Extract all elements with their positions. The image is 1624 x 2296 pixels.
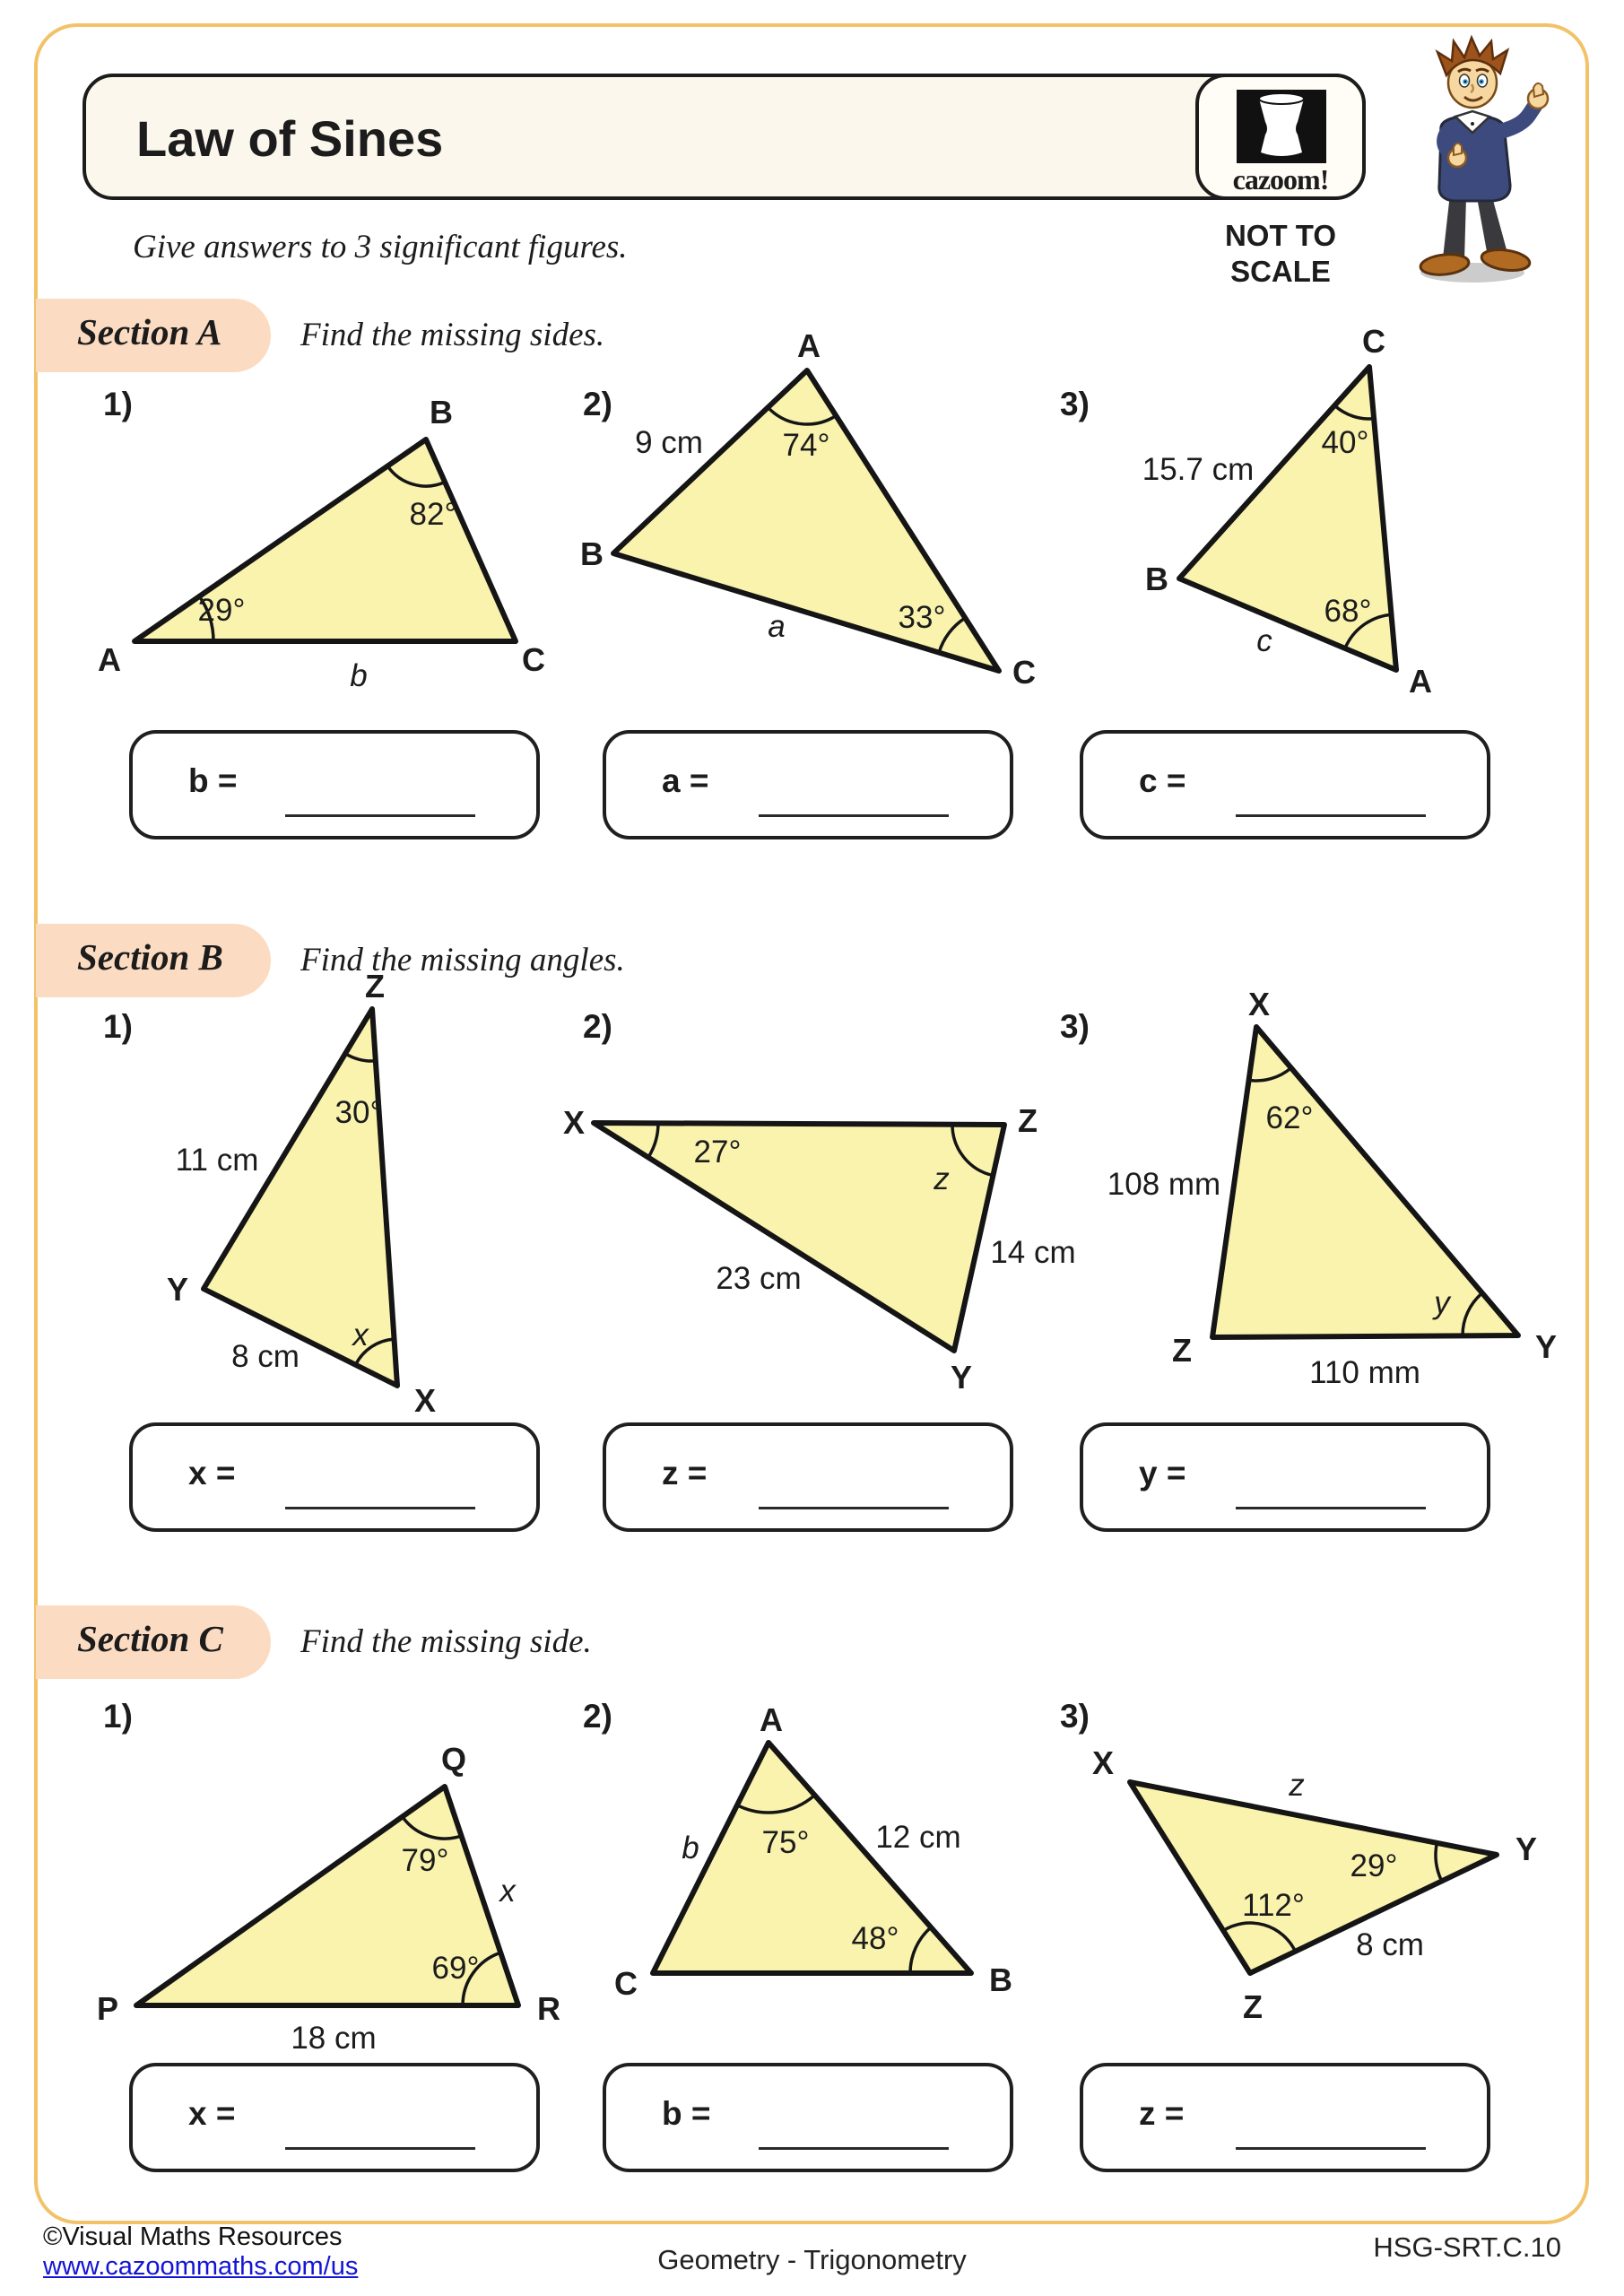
problem-number-a3: 3) [1060, 386, 1090, 422]
triangle-a2 [580, 327, 1036, 691]
answer-label: x = [188, 1455, 236, 1492]
vertex-label: B [580, 535, 604, 572]
angle-label: x [352, 1318, 369, 1352]
footer-website-link[interactable]: www.cazoommaths.com/us [43, 2252, 359, 2281]
not-to-scale-line2: SCALE [1230, 255, 1331, 288]
answer-blank-line[interactable] [1236, 2147, 1426, 2150]
vertex-label: C [522, 641, 545, 678]
vertex-label: B [430, 394, 453, 430]
answer-blank-line[interactable] [759, 1507, 949, 1509]
side-label: 12 cm [875, 1820, 961, 1855]
triangle-a3 [1142, 323, 1432, 700]
vertex-label: Y [950, 1359, 973, 1396]
angle-label: z [934, 1161, 950, 1196]
footer-standard-code: HSG-SRT.C.10 [1373, 2231, 1561, 2263]
angle-label: 40° [1321, 425, 1369, 460]
triangle-c1 [97, 1741, 560, 2056]
section-c-label: Section C [77, 1618, 223, 1659]
triangle-b3 [1107, 986, 1557, 1390]
side-label: 108 mm [1107, 1167, 1221, 1202]
side-label: 8 cm [1356, 1927, 1424, 1962]
section-a-instruction: Find the missing sides. [300, 317, 605, 353]
vertex-label: Y [166, 1271, 189, 1308]
answer-blank-line[interactable] [1236, 814, 1426, 817]
vertex-label: B [989, 1961, 1012, 1998]
problem-number-b3: 3) [1060, 1008, 1090, 1045]
angle-label: 33° [898, 600, 946, 635]
side-label: z [1289, 1768, 1305, 1803]
side-label: x [499, 1874, 516, 1909]
problem-number-c3: 3) [1060, 1698, 1090, 1735]
answer-box-a1 [129, 730, 540, 839]
answer-blank-line[interactable] [759, 814, 949, 817]
side-label: c [1256, 623, 1272, 658]
vertex-label: A [1409, 663, 1432, 700]
side-label: 14 cm [990, 1235, 1076, 1270]
problem-number-b2: 2) [583, 1008, 612, 1045]
answer-blank-line[interactable] [1236, 1507, 1426, 1509]
vertex-label: X [1247, 986, 1271, 1022]
not-to-scale-line1: NOT TO [1224, 219, 1337, 252]
problem-number-b1: 1) [103, 1008, 133, 1045]
angle-label: 79° [401, 1843, 449, 1878]
angle-label: 30° [334, 1095, 383, 1130]
section-b-instruction: Find the missing angles. [300, 942, 625, 978]
vertex-label: A [797, 327, 821, 364]
vertex-label: R [537, 1990, 560, 2027]
angle-label: 68° [1324, 594, 1372, 629]
answer-blank-line[interactable] [285, 2147, 475, 2150]
angle-label: 112° [1242, 1888, 1305, 1923]
triangle-c2 [614, 1701, 1012, 2002]
page-title: Law of Sines [136, 110, 444, 167]
answer-box-c2 [603, 2063, 1013, 2172]
vertex-label: Q [440, 1741, 467, 1778]
angle-label: y [1434, 1285, 1450, 1320]
side-label: a [768, 609, 786, 644]
answer-box-c3 [1080, 2063, 1490, 2172]
section-b-label: Section B [77, 936, 223, 978]
section-c-instruction: Find the missing side. [300, 1623, 592, 1660]
answer-label: b = [188, 762, 238, 799]
angle-label: 48° [851, 1921, 899, 1956]
answer-box-c1 [129, 2063, 540, 2172]
answer-box-a2 [603, 730, 1013, 839]
vertex-label: C [614, 1965, 638, 2002]
angle-label: 29° [197, 593, 246, 628]
triangle-c3 [1092, 1744, 1537, 2025]
answer-box-b1 [129, 1422, 540, 1532]
vertex-label: B [1145, 561, 1168, 597]
side-label: b [350, 658, 368, 693]
triangle-b1 [167, 968, 436, 1419]
answer-label: a = [662, 762, 709, 799]
side-label: 110 mm [1309, 1355, 1420, 1390]
footer-copyright: ©Visual Maths Resources [43, 2222, 343, 2251]
side-label: 18 cm [291, 2021, 377, 2056]
answer-label: z = [1139, 2095, 1185, 2132]
footer-subject: Geometry - Trigonometry [657, 2244, 967, 2275]
side-label: 8 cm [231, 1339, 300, 1374]
answer-blank-line[interactable] [285, 1507, 475, 1509]
vertex-label: A [98, 641, 121, 678]
answer-blank-line[interactable] [759, 2147, 949, 2150]
answer-blank-line[interactable] [285, 814, 475, 817]
problem-number-c1: 1) [103, 1698, 133, 1735]
vertex-label: Y [1534, 1328, 1558, 1365]
main-instruction: Give answers to 3 significant figures. [133, 229, 628, 265]
answer-box-a3 [1080, 730, 1490, 839]
vertex-label: X [413, 1382, 437, 1419]
vertex-label: Z [1243, 1988, 1263, 2025]
angle-label: 27° [693, 1135, 742, 1170]
vertex-label: Z [1018, 1102, 1038, 1139]
section-a-label: Section A [77, 311, 222, 352]
vertex-label: X [562, 1104, 586, 1141]
vertex-label: C [1362, 323, 1385, 360]
side-label: 9 cm [635, 425, 703, 460]
answer-box-b3 [1080, 1422, 1490, 1532]
vertex-label: Z [1172, 1332, 1192, 1369]
vertex-label: Z [365, 968, 385, 1004]
problem-number-a1: 1) [103, 386, 133, 422]
side-label: b [682, 1831, 699, 1866]
angle-label: 29° [1350, 1848, 1398, 1883]
vertex-label: X [1091, 1744, 1115, 1781]
answer-label: b = [662, 2095, 711, 2132]
triangle-b2 [563, 1102, 1076, 1396]
angle-label: 62° [1265, 1100, 1314, 1135]
angle-label: 75° [761, 1825, 810, 1860]
vertex-label: A [760, 1701, 783, 1738]
triangle-a1 [98, 394, 545, 693]
cazoom-logo-text: cazoom! [1232, 163, 1329, 196]
angle-label: 82° [409, 497, 457, 532]
vertex-label: Y [1515, 1831, 1538, 1867]
side-label: 23 cm [716, 1261, 802, 1296]
angle-label: 69° [431, 1951, 480, 1986]
answer-label: x = [188, 2095, 236, 2132]
problem-number-c2: 2) [583, 1698, 612, 1735]
side-label: 15.7 cm [1142, 452, 1255, 487]
side-label: 11 cm [175, 1143, 259, 1178]
answer-label: c = [1139, 762, 1186, 799]
angle-label: 74° [782, 428, 830, 463]
problem-number-a2: 2) [583, 386, 612, 422]
answer-box-b2 [603, 1422, 1013, 1532]
answer-label: y = [1139, 1455, 1186, 1492]
vertex-label: P [96, 1990, 119, 2027]
answer-label: z = [662, 1455, 708, 1492]
vertex-label: C [1012, 654, 1036, 691]
